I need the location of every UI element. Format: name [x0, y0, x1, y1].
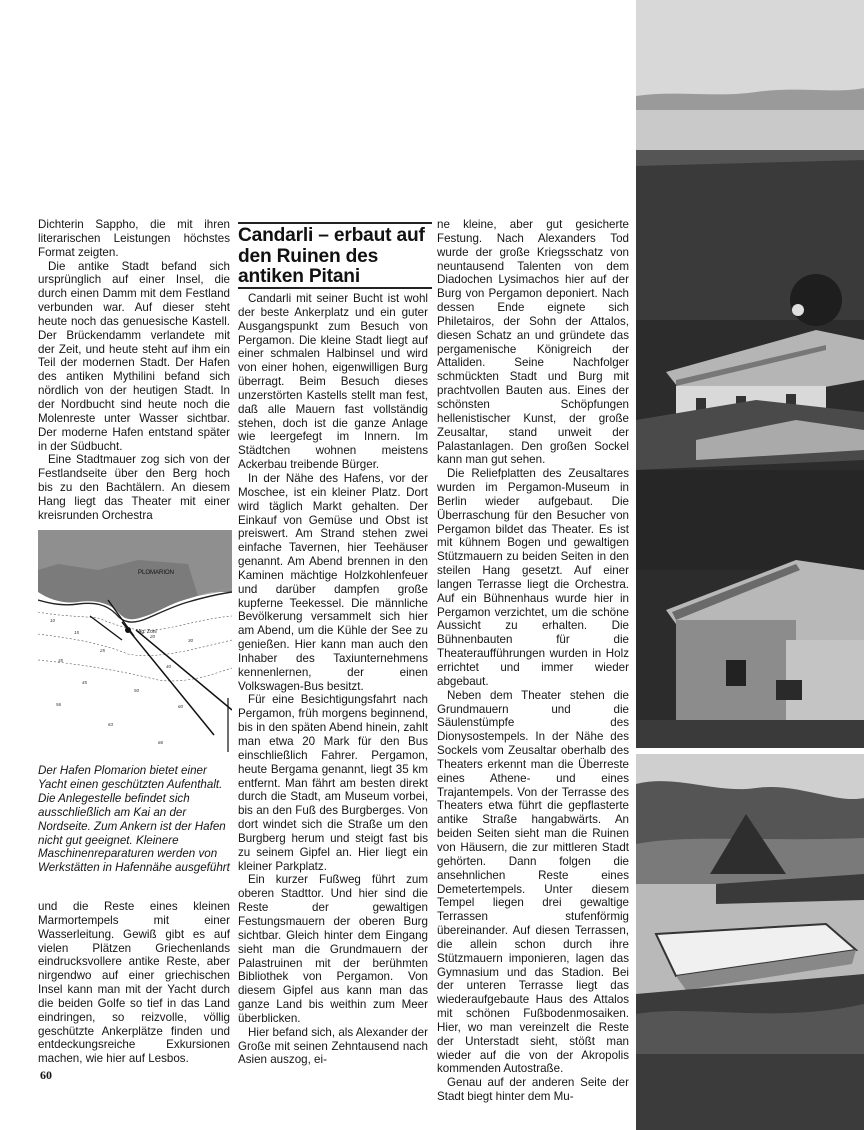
paragraph: Die antike Stadt befand sich ursprünglich auf einer Insel, die durch einen Damm mit dem Festland verbunden war. Auf dieser steht heute noch das genuesische Kastell. Der Brückendamm verlandete mit der Zeit, und heute steht auf ihm ein Teil der modernen Stadt. Der Hafen des antiken Mythilini befand sich nördlich von der heutigen Stadt. In der Nordbucht sind heute noch die Molenreste unter Wasser sichtbar. Der moderne Hafen entstand später in der Südbucht. — [38, 259, 230, 453]
column-3-text — [437, 218, 629, 1104]
depth-sounding: 45 — [82, 680, 88, 685]
paragraph: ne kleine, aber gut gesicherte Festung. Nach Alexanders Tod wurde der große Kriegsschatz von neuntausend Talenten von dem Diadochen Lysimachos hier auf der Burg von Pergamon deponiert. Nach dessen Ende eignete sich Philetairos, der Sohn der Attalos, diesen Schatz an und gründete das pergamenische Königreich der Attaliden. Seine Nachfolger schmückten Stadt und Burg mit prachtvollen Bauten aus. Eines der schönsten Schöpfungen hellenistischer Kunst, der große Zeusaltar, stand unweit der Palastanlagen. Den großen Sockel kann man gut sehen. — [437, 218, 629, 467]
town-rooftops-photo — [636, 0, 864, 748]
paragraph: Für eine Besichtigungsfahrt nach Pergamon, früh morgens beginnend, bis in den späten Abend hinein, zahlt man etwa 20 Mark für den Bus einschließlich Fahrer. Pergamon, heute Bergama genannt, liegt 35 km entfernt. Man fährt am besten direkt durch die Stadt, am Museum vorbei, bis an den Fuß des Burgberges. Von dort windet sich die Straße um den Burgberg herum und steigt fast bis zu seinem Gipfel an. Hier liegt ein kleiner Parkplatz. — [238, 693, 428, 873]
depth-sounding: 50 — [134, 688, 140, 693]
depth-sounding: 56 — [56, 702, 62, 707]
depth-sounding: 66 — [158, 740, 164, 745]
paragraph: Die Reliefplatten des Zeusaltares wurden im Pergamon-Museum in Berlin wieder aufgebaut. Die Überraschung für den Besucher von Pergamon bildet das Theater. Es ist mit kühnem Bogen und gewaltigen Stützmauern zu beiden Seiten in den steilen Hang gesetzt. Auf einer langen Terrasse liegt die Orchestra. Auf ein Bühnenhaus wurde hier in Pergamon verzichtet, um die schöne Aussicht zu erhalten. Die Bühnenbauten für die Theateraufführungen wurden in Holz errichtet und immer wieder abgebaut. — [437, 467, 629, 688]
paragraph: In der Nähe des Hafens, vor der Moschee, ist ein kleiner Platz. Dort wird täglich Markt gehalten. Der Einkauf von Gemüse und Obst ist preiswert. Am Strand stehen zwei einfache Tavernen, hier Teehäuser genannt. Am Abend brennen in den Kaminen mächtige Holzkohlenfeuer und darüber dampfen große kupferne Teekessel. Die männliche Bevölkerung versammelt sich hier am Abend, um die Kühle der See zu genießen. Hier kann man auch den Inhaber des Taxiunternehmens kennenlernen, der einen Volkswagen-Bus besitzt. — [238, 471, 428, 693]
depth-sounding: 35 — [58, 658, 64, 663]
paragraph: Neben dem Theater stehen die Grundmauern und die Säulenstümpfe des Dionysostempels. In der Nähe des Sockels vom Zeusaltar oberhalb des Theaters erkennt man die Überreste eines Athene- und eines Trajantempels. Von der Terrasse des Theaters etwa führt die gepflasterte antike Straße hangabwärts. An beiden Seiten sieht man die Ruinen von Häusern, die zur mittleren Stadt gehörten. Dann folgen die ansehnlichen Reste eines Demetertempels. Unter diesem Tempel liegen drei gewaltige Terrassen stufenförmig übereinander. Auf diesen Terrassen, die allein schon durch ihre Stützmauern imponieren, lagen das Gymnasium und das Stadion. Bei der unteren Terrasse liegt das wiederaufgebaute Haus des Attalos mit schönen Fußbodenmosaiken. Hier, wo man vereinzelt die Reste der Unterstadt sieht, stößt man wieder auf die von der Akropolis kommenden Autostraße. — [437, 688, 629, 1076]
harbor-boats-photo — [636, 754, 864, 1130]
depth-sounding: 30 — [188, 638, 194, 643]
map-caption: Der Hafen Plomarion bietet einer Yacht einen geschützten Aufenthalt. Die Anlegestelle befindet sich ausschließlich am Kai an der Nordseite. Zum Ankern ist der Hafen nicht gut geeignet. Kleinere Maschinenreparaturen werden von Werkstätten in Hafennähe ausgeführt — [38, 764, 230, 875]
depth-sounding: 20 — [150, 634, 156, 639]
column-2-text — [238, 292, 428, 1067]
paragraph: Dichterin Sappho, die mit ihren literarischen Leistungen höchstes Format zeigten. — [38, 218, 230, 259]
article-headline: Candarli – erbaut auf den Ruinen des antiken Pitani — [238, 225, 425, 287]
column-1-bottom-text — [38, 900, 230, 1066]
depth-sounding: 25 — [100, 648, 106, 653]
map-label-ag-zoni: Ag. Zoni — [138, 629, 157, 635]
headline-rule-bottom — [238, 287, 432, 289]
paragraph: Genau auf der anderen Seite der Stadt biegt hinter dem Mu- — [437, 1076, 629, 1104]
page-number: 60 — [40, 1068, 52, 1082]
paragraph: Ein kurzer Fußweg führt zum oberen Stadttor. Und hier sind die Reste der gewaltigen Festungsmauern der oberen Burg sichtbar. Gleich hinter dem Eingang sieht man die Grundmauern der Palastruinen mit der berühmten Bibliothek von Pergamon. Von diesem Gipfel aus kann man das ganze Land bis weithin zum Meer überblicken. — [238, 873, 428, 1025]
depth-sounding: 63 — [108, 722, 114, 727]
paragraph: Candarli mit seiner Bucht ist wohl der beste Ankerplatz und ein guter Ausgangspunkt zum Besuch von Pergamon. Die kleine Stadt liegt auf einer schmalen Halbinsel und wird von einer hohen, eigenwilligen Burg überragt. Beim Besuch dieses unzerstörten Kastells stellt man fest, daß alle Mauern fast vollständig stehen, doch ist die ganze Anlage wie leergefegt im Innern. Im Städtchen wohnen meistens Ackerbau treibende Bürger. — [238, 292, 428, 472]
paragraph: und die Reste eines kleinen Marmortempels mit einer Wasserleitung. Gewiß gibt es auf vielen Plätzen Griechenlands eindrucksvollere antike Reste, aber nirgendwo auf einer griechischen Insel kann man mit der Yacht durch die beiden Golfe so tief in das Land eindringen, so reizvolle, völlig geschützte Ankerplätze finden und entdeckungsreiche Exkursionen machen, wie hier auf Lesbos. — [38, 900, 230, 1066]
paragraph: Hier befand sich, als Alexander der Große mit seinen Zehntausend nach Asien auszog, ei- — [238, 1025, 428, 1067]
depth-sounding: 15 — [74, 630, 80, 635]
harbor-chart-map — [38, 530, 232, 760]
column-1-top-text — [38, 218, 230, 523]
headline-rule-top — [238, 222, 432, 224]
depth-sounding: 40 — [166, 664, 172, 669]
map-label-plomarion: PLOMARION — [138, 570, 175, 576]
depth-sounding: 10 — [50, 618, 56, 623]
depth-sounding: 60 — [178, 704, 184, 709]
paragraph: Eine Stadtmauer zog sich von der Festlandseite über den Berg hoch bis zu den Bachtälern. An diesem Hang liegt das Theater mit einer kreisrunden Orchestra — [38, 453, 230, 522]
